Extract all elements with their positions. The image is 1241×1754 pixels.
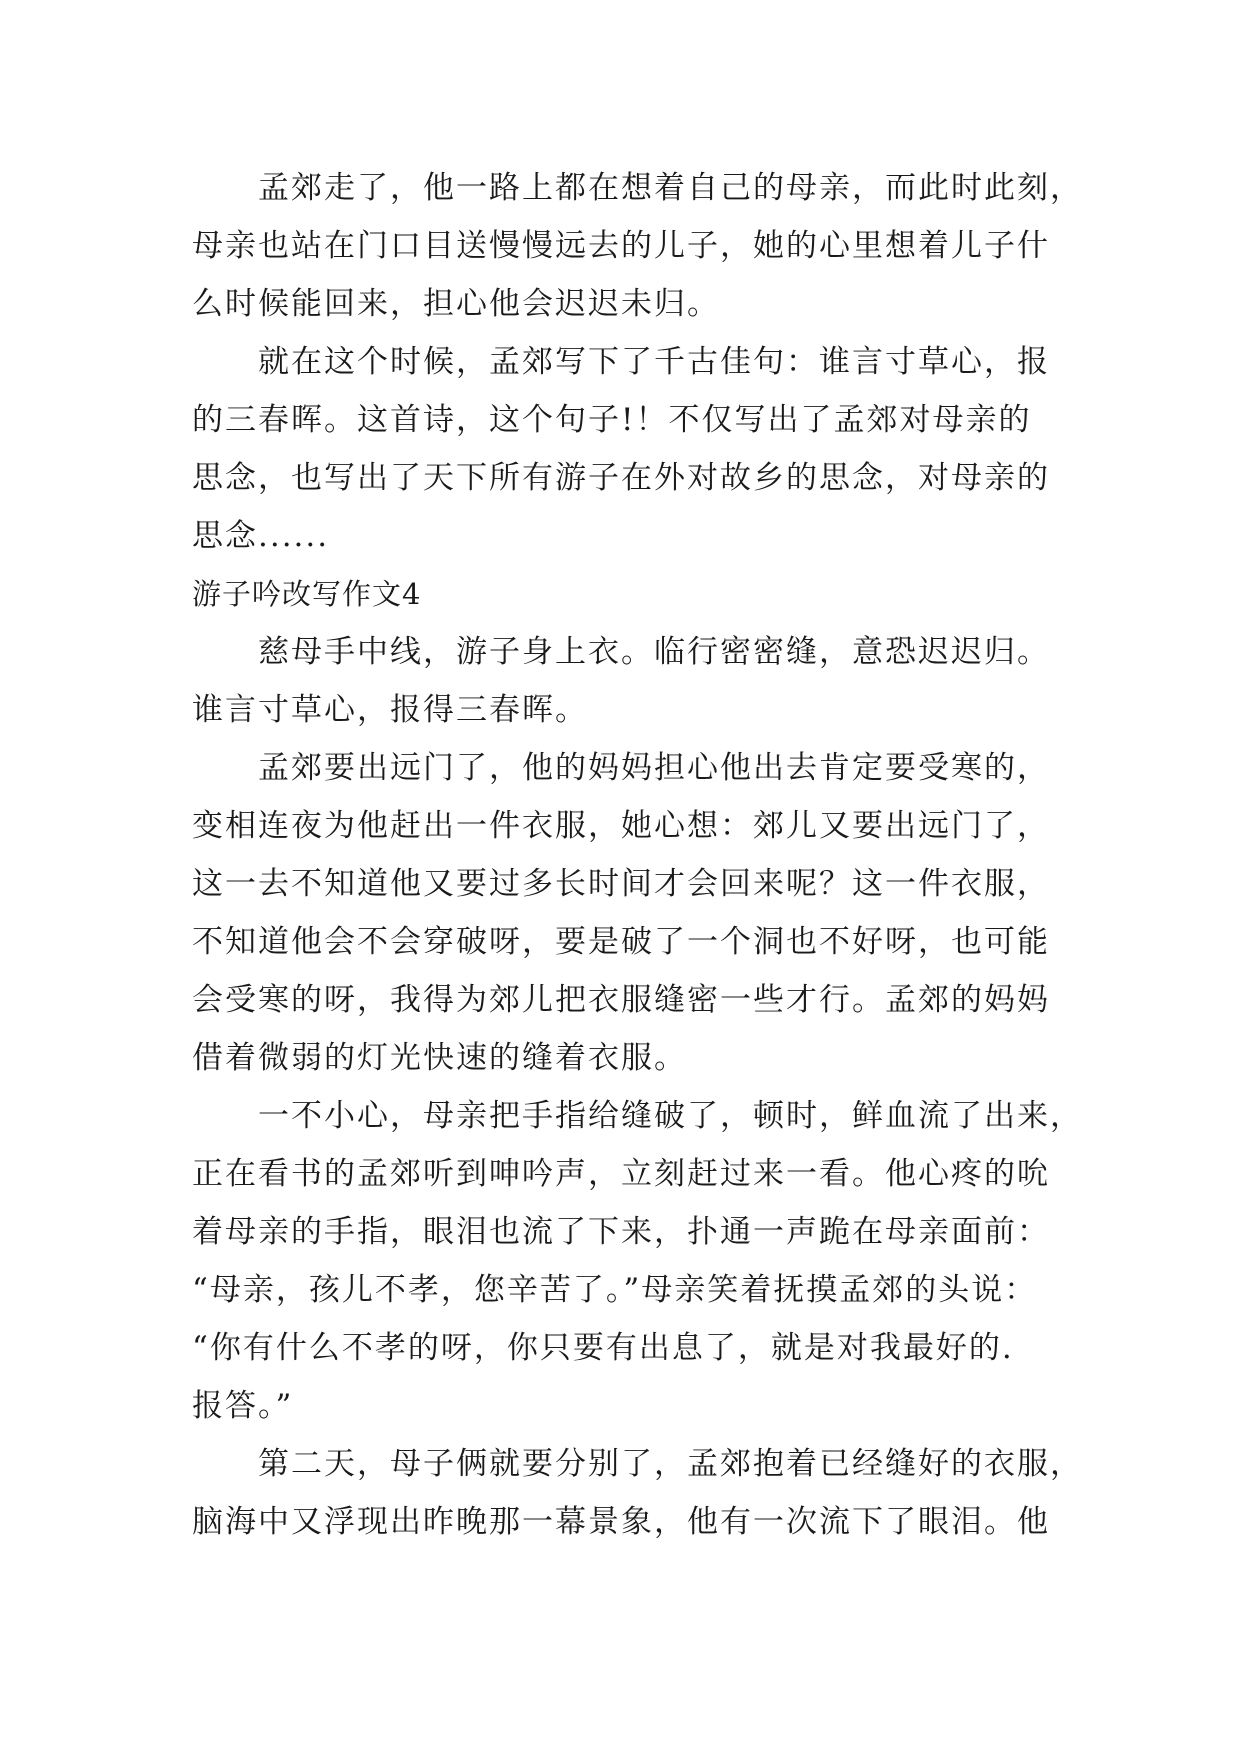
paragraph-line: 着母亲的手指，眼泪也流了下来，扑通一声跪在母亲面前： [192, 1214, 1050, 1250]
paragraph-line: 借着微弱的灯光快速的缝着衣服。 [192, 1040, 687, 1076]
paragraph-line: 报答。” [192, 1388, 294, 1424]
paragraph-line: 慈母手中线，游子身上衣。临行密密缝，意恐迟迟归。 [258, 634, 1050, 670]
paragraph-line: 脑海中又浮现出昨晚那一幕景象，他有一次流下了眼泪。他 [192, 1504, 1050, 1540]
paragraph-line: 思念...... [192, 518, 330, 554]
paragraph-line: 变相连夜为他赶出一件衣服，她心想：郊儿又要出远门了， [192, 808, 1050, 844]
paragraph-line: 的三春晖。这首诗，这个句子!！不仅写出了孟郊对母亲的 [192, 402, 1032, 438]
paragraph-line: 第二天，母子俩就要分别了，孟郊抱着已经缝好的衣服， [258, 1446, 1083, 1482]
paragraph-line: 就在这个时候，孟郊写下了千古佳句：谁言寸草心，报 [258, 344, 1050, 380]
paragraph-line: 孟郊要出远门了，他的妈妈担心他出去肯定要受寒的， [258, 750, 1050, 786]
paragraph-line: “母亲，孩儿不孝，您辛苦了。”母亲笑着抚摸孟郊的头说： [192, 1272, 1038, 1308]
paragraph-line: 母亲也站在门口目送慢慢远去的儿子，她的心里想着儿子什 [192, 228, 1050, 264]
paragraph-line: 孟郊走了，他一路上都在想着自己的母亲，而此时此刻， [258, 170, 1083, 206]
section-heading: 游子吟改写作文4 [192, 577, 422, 611]
paragraph-line: 思念，也写出了天下所有游子在外对故乡的思念，对母亲的 [192, 460, 1050, 496]
paragraph-line: 一不小心，母亲把手指给缝破了，顿时，鲜血流了出来， [258, 1098, 1083, 1134]
paragraph-line: 会受寒的呀，我得为郊儿把衣服缝密一些才行。孟郊的妈妈 [192, 982, 1050, 1018]
paragraph-line: 谁言寸草心，报得三春晖。 [192, 692, 588, 728]
paragraph-line: 这一去不知道他又要过多长时间才会回来呢？这一件衣服， [192, 866, 1050, 902]
paragraph-line: “你有什么不孝的呀，你只要有出息了，就是对我最好的. [192, 1330, 1014, 1366]
paragraph-line: 正在看书的孟郊听到呻吟声，立刻赶过来一看。他心疼的吮 [192, 1156, 1050, 1192]
paragraph-line: 不知道他会不会穿破呀，要是破了一个洞也不好呀，也可能 [192, 924, 1050, 960]
paragraph-line: 么时候能回来，担心他会迟迟未归。 [192, 286, 720, 322]
